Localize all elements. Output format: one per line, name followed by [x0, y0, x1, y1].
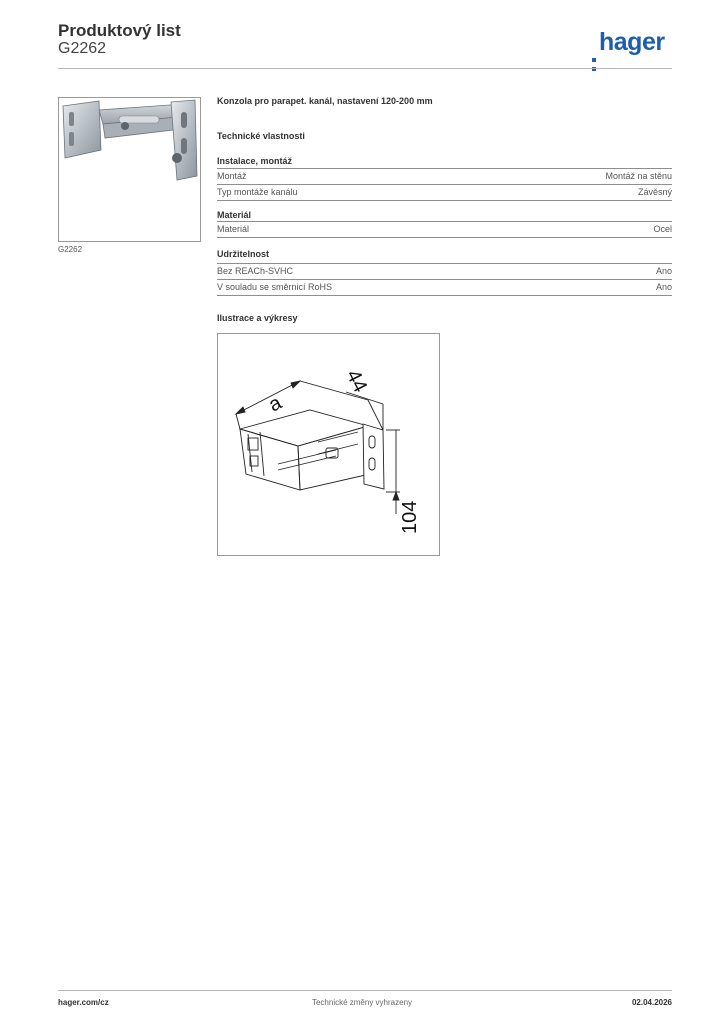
- footer-date: 02.04.2026: [631, 998, 672, 1007]
- section-heading-drawings: Ilustrace a výkresy: [217, 313, 298, 323]
- product-code: G2262: [58, 40, 107, 57]
- page-title: Produktový list: [58, 21, 181, 40]
- table-row: [217, 184, 672, 201]
- table-row: [217, 168, 672, 184]
- spec-label: Bez REACh-SVHC: [217, 266, 294, 276]
- group-title-sustainability: Udržitelnost: [217, 249, 270, 259]
- spec-table-material: [217, 221, 672, 238]
- group-title-installation: Instalace, montáž: [217, 156, 293, 166]
- spec-label: Montáž: [217, 171, 247, 181]
- spec-value: Ocel: [653, 224, 672, 234]
- spec-value: Ano: [655, 282, 672, 292]
- spec-value: Ano: [655, 266, 672, 276]
- dimension-104: 104: [399, 500, 421, 534]
- bracket-photo-icon: [59, 98, 200, 241]
- product-description: Konzola pro parapet. kanál, nastavení 120-200 mm: [217, 96, 433, 106]
- dimension-a: a: [265, 391, 286, 417]
- table-row: [217, 221, 672, 238]
- photo-caption: G2262: [58, 245, 83, 254]
- technical-drawing: [217, 333, 440, 556]
- spec-value: Montáž na stěnu: [605, 171, 672, 181]
- bracket-drawing-icon: [218, 334, 439, 555]
- footer-notice: Technické změny vyhrazeny: [311, 998, 413, 1007]
- spec-table-sustainability: [217, 263, 672, 296]
- footer-website-link[interactable]: hager.com/cz: [58, 998, 109, 1007]
- table-row: [217, 263, 672, 279]
- logo-text: hager: [599, 28, 665, 56]
- product-photo: [58, 97, 201, 242]
- dimension-44: 44: [341, 366, 372, 397]
- spec-label: Materiál: [217, 224, 250, 234]
- hager-logo[interactable]: [592, 28, 665, 57]
- spec-label: Typ montáže kanálu: [217, 187, 298, 197]
- spec-value: Závěsný: [637, 187, 672, 197]
- spec-label: V souladu se směrnicí RoHS: [217, 282, 333, 292]
- header-divider: [58, 68, 672, 69]
- table-row: [217, 279, 672, 296]
- spec-table-installation: [217, 168, 672, 201]
- section-heading-tech: Technické vlastnosti: [217, 131, 305, 141]
- footer-divider: [58, 990, 672, 991]
- group-title-material: Materiál: [217, 210, 252, 220]
